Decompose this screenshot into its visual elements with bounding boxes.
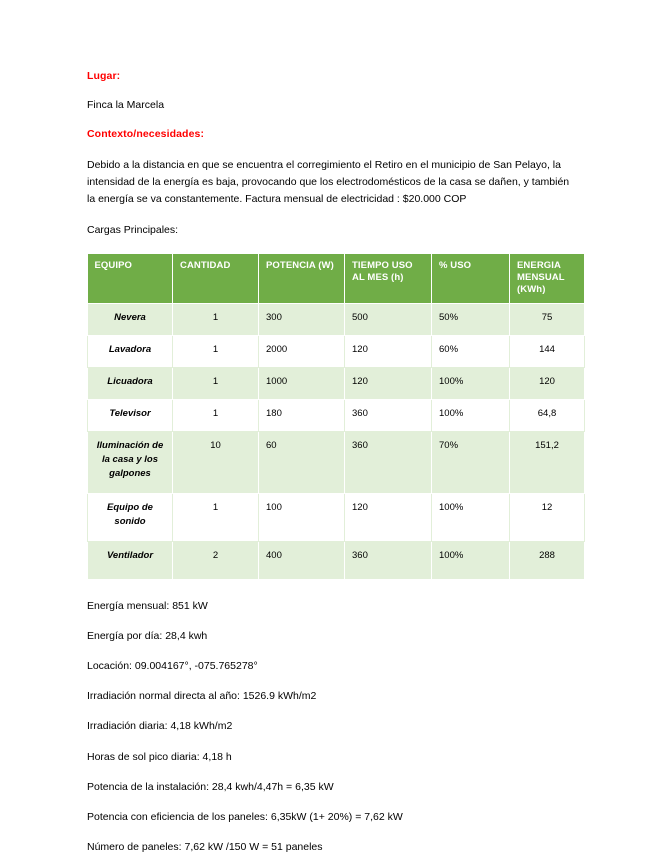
cell-potencia: 300 [259, 303, 345, 335]
cell-energia: 64,8 [510, 399, 585, 431]
cell-uso: 100% [432, 399, 510, 431]
cargas-principales-heading: Cargas Principales: [87, 224, 179, 237]
cell-energia: 288 [510, 541, 585, 579]
document-content [87, 70, 573, 854]
cell-equipo: Nevera [88, 303, 173, 335]
cell-uso: 100% [432, 541, 510, 579]
table-row [88, 399, 585, 431]
cell-tiempo: 360 [345, 399, 432, 431]
cell-potencia: 400 [259, 541, 345, 579]
cell-energia: 75 [510, 303, 585, 335]
cell-uso: 100% [432, 367, 510, 399]
cell-equipo: Licuadora [88, 367, 173, 399]
cell-equipo: Ventilador [88, 541, 173, 579]
result-potencia-eficiencia: Potencia con eficiencia de los paneles: 6,35kW (1+ 20%) = 7,62 kW [87, 810, 403, 823]
table-row [88, 303, 585, 335]
contexto-heading: Contexto/necesidades: [87, 128, 205, 141]
cell-equipo: Iluminación de la casa y los galpones [88, 431, 173, 493]
contexto-body: Debido a la distancia en que se encuentra el corregimiento el Retiro en el municipio de San Pelayo, la intensidad de la energía es baja, provocando que los electrodomésticos de la casa se dañen, y también la energía se va constantemente. Factura mensual de electricidad : $20.000 COP [87, 159, 570, 206]
cell-uso: 70% [432, 431, 510, 493]
result-numero-paneles: Número de paneles: 7,62 kW /150 W = 51 paneles [87, 840, 323, 853]
result-potencia-instalacion: Potencia de la instalación: 28,4 kwh/4,47h = 6,35 kW [87, 780, 334, 793]
column-header-uso: % USO [432, 254, 510, 304]
column-header-equipo: EQUIPO [88, 254, 173, 304]
loads-table-head [88, 254, 585, 304]
cell-tiempo: 360 [345, 431, 432, 493]
lugar-heading: Lugar: [87, 70, 121, 82]
cell-potencia: 100 [259, 493, 345, 541]
cell-potencia: 180 [259, 399, 345, 431]
cell-tiempo: 120 [345, 493, 432, 541]
table-row [88, 335, 585, 367]
cell-cantidad: 1 [173, 367, 259, 399]
cell-tiempo: 360 [345, 541, 432, 579]
loads-table-body [88, 303, 585, 579]
column-header-tiempo: TIEMPO USO AL MES (h) [345, 254, 432, 304]
cell-cantidad: 2 [173, 541, 259, 579]
result-irradiacion-diaria: Irradiación diaria: 4,18 kWh/m2 [87, 720, 233, 733]
cell-cantidad: 10 [173, 431, 259, 493]
cell-tiempo: 500 [345, 303, 432, 335]
result-energia-por-dia: Energía por día: 28,4 kwh [87, 630, 208, 643]
cell-uso: 60% [432, 335, 510, 367]
cell-potencia: 60 [259, 431, 345, 493]
cell-energia: 120 [510, 367, 585, 399]
cell-potencia: 1000 [259, 367, 345, 399]
cell-energia: 151,2 [510, 431, 585, 493]
result-horas-sol-pico: Horas de sol pico diaria: 4,18 h [87, 750, 232, 763]
column-header-cantidad: CANTIDAD [173, 254, 259, 304]
loads-table [87, 254, 585, 580]
cell-equipo: Televisor [88, 399, 173, 431]
cell-equipo: Lavadora [88, 335, 173, 367]
cell-uso: 100% [432, 493, 510, 541]
table-row [88, 367, 585, 399]
cell-energia: 12 [510, 493, 585, 541]
cell-cantidad: 1 [173, 493, 259, 541]
cell-tiempo: 120 [345, 335, 432, 367]
cell-equipo: Equipo de sonido [88, 493, 173, 541]
table-header-row [88, 254, 585, 304]
cell-uso: 50% [432, 303, 510, 335]
lugar-value: Finca la Marcela [87, 99, 165, 112]
table-row [88, 541, 585, 579]
result-locacion: Locación: 09.004167°, -075.765278° [87, 660, 258, 673]
cell-tiempo: 120 [345, 367, 432, 399]
result-irradiacion-anual: Irradiación normal directa al año: 1526.9 kWh/m2 [87, 690, 317, 703]
results-section [87, 600, 573, 854]
table-row [88, 431, 585, 493]
cell-cantidad: 1 [173, 399, 259, 431]
cell-energia: 144 [510, 335, 585, 367]
result-energia-mensual: Energía mensual: 851 kW [87, 599, 208, 612]
table-row [88, 493, 585, 541]
cell-potencia: 2000 [259, 335, 345, 367]
cell-cantidad: 1 [173, 303, 259, 335]
column-header-potencia: POTENCIA (W) [259, 254, 345, 304]
column-header-energia: ENERGIA MENSUAL (KWh) [510, 254, 585, 304]
cell-cantidad: 1 [173, 335, 259, 367]
